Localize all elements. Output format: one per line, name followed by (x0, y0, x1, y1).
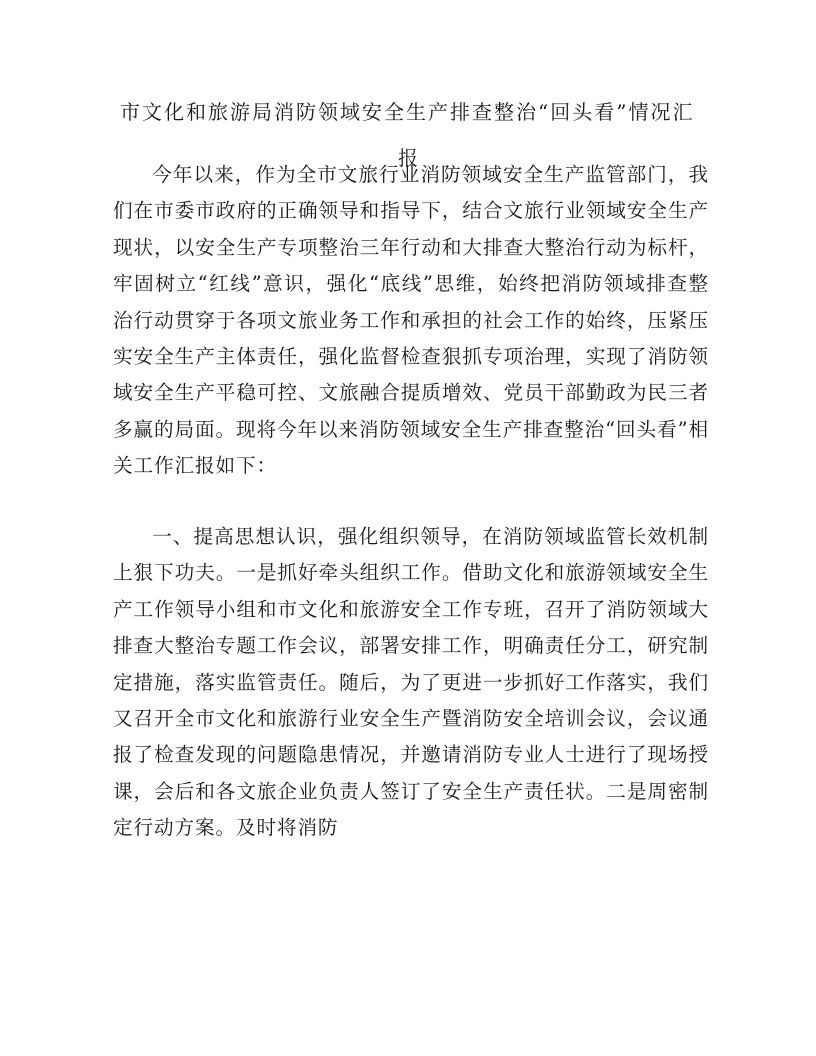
document-title-line2: 报 (398, 146, 420, 170)
paragraph-intro: 今年以来，作为全市文旅行业消防领域安全生产监管部门，我们在市委市政府的正确领导和指导下，结合文旅行业领域安全生产现状，以安全生产专项整治三年行动和大排查大整治行动为标杆，牢固树立“红线”意识，强化“底线”思维，始终把消防领域排查整治行动贯穿于各项文旅业务工作和承担的社会工作的始终，压紧压实安全生产主体责任，强化监督检查狠抓专项治理，实现了消防领域安全生产平稳可控、文旅融合提质增效、党员干部勤政为民三者多赢的局面。现将今年以来消防领域安全生产排查整治“回头看”相关工作汇报如下： (113, 163, 709, 478)
paragraph-section-one: 一、提高思想认识，强化组织领导，在消防领域监管长效机制上狠下功夫。一是抓好牵头组织工作。借助文化和旅游领域安全生产工作领导小组和市文化和旅游安全工作专班，召开了消防领域大排查大整治专题工作会议，部署安排工作，明确责任分工，研究制定措施，落实监管责任。随后，为了更进一步抓好工作落实，我们又召开全市文化和旅游行业安全生产暨消防安全培训会议，会议通报了检查发现的问题隐患情况，并邀请消防专业人士进行了现场授课，会后和各文旅企业负责人签订了安全生产责任状。二是周密制定行动方案。及时将消防 (113, 525, 709, 840)
document-title-line1: 市文化和旅游局消防领域安全生产排查整治“回头看”情况汇 (120, 100, 695, 124)
